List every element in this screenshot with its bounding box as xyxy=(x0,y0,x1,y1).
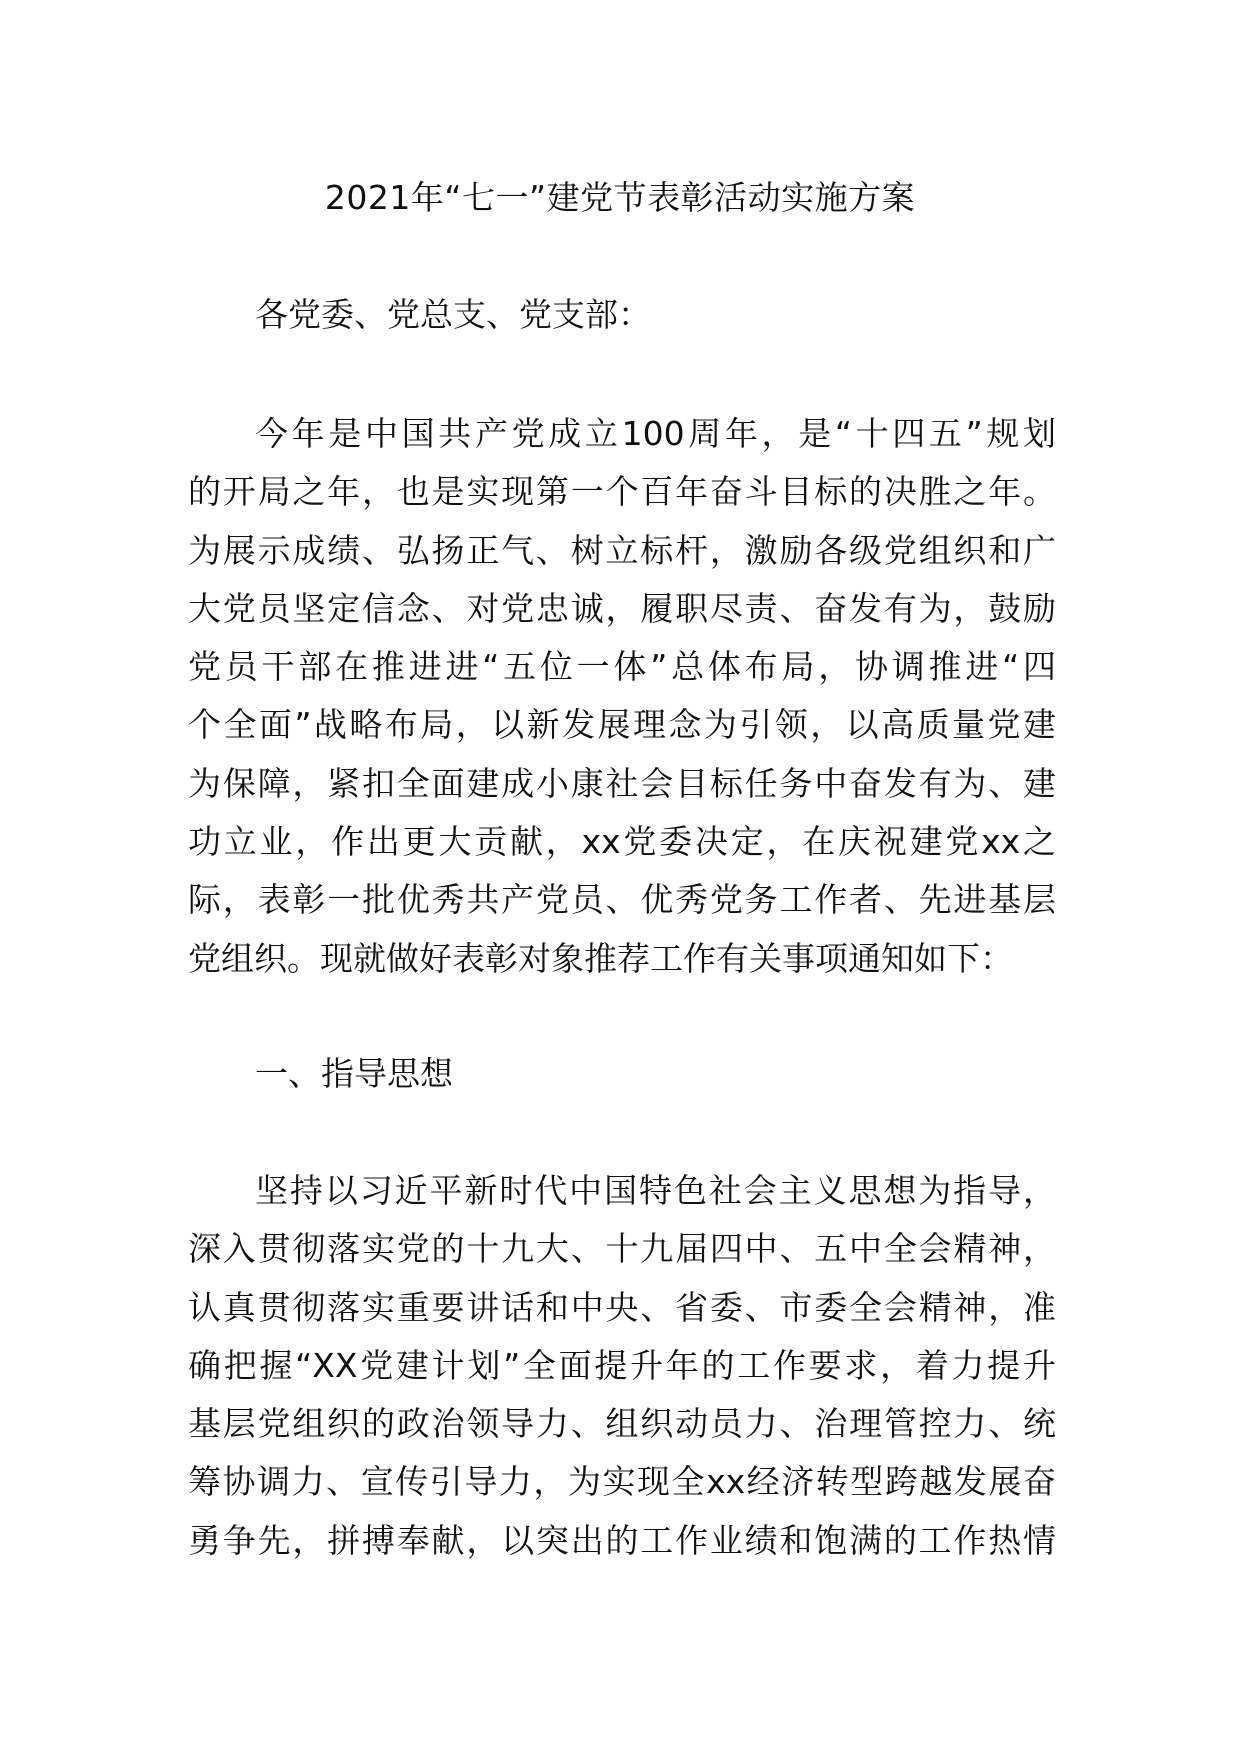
paragraph-guiding-ideology xyxy=(188,1162,1056,1570)
salutation: 各党委、党总支、党支部： xyxy=(255,295,651,334)
paragraph-line: 为展示成绩、弘扬正气、树立标杆，激励各级党组织和广 xyxy=(188,530,1056,570)
paragraph-line: 勇争先，拼搏奉献，以突出的工作业绩和饱满的工作热情 xyxy=(188,1520,1056,1560)
paragraph-line: 深入贯彻落实党的十九大、十九届四中、五中全会精神， xyxy=(188,1229,1056,1269)
paragraph-line: 坚持以习近平新时代中国特色社会主义思想为指导， xyxy=(255,1171,1056,1210)
paragraph-line: 党员干部在推进进“五位一体”总体布局，协调推进“四 xyxy=(188,647,1056,687)
document-title: 2021年“七一”建党节表彰活动实施方案 xyxy=(324,178,916,217)
paragraph-line: 筹协调力、宣传引导力，为实现全xx经济转型跨越发展奋 xyxy=(188,1462,1056,1502)
paragraph-line: 个全面”战略布局，以新发展理念为引领，以高质量党建 xyxy=(188,705,1056,745)
paragraph-line: 今年是中国共产党成立100周年，是“十四五”规划 xyxy=(255,414,1056,453)
paragraph-line: 为保障，紧扣全面建成小康社会目标任务中奋发有为、建 xyxy=(188,763,1056,803)
paragraph-intro xyxy=(188,405,1056,988)
paragraph-line: 党组织。现就做好表彰对象推荐工作有关事项通知如下： xyxy=(188,938,1013,978)
section-heading: 一、指导思想 xyxy=(255,1054,453,1093)
paragraph-line: 的开局之年，也是实现第一个百年奋斗目标的决胜之年。 xyxy=(188,472,1056,512)
paragraph-line: 功立业，作出更大贡献，xx党委决定，在庆祝建党xx之 xyxy=(188,822,1056,862)
paragraph-line: 确把握“XX党建计划”全面提升年的工作要求，着力提升 xyxy=(188,1345,1056,1385)
paragraph-line: 基层党组织的政治领导力、组织动员力、治理管控力、统 xyxy=(188,1404,1056,1444)
paragraph-line: 际，表彰一批优秀共产党员、优秀党务工作者、先进基层 xyxy=(188,880,1056,920)
paragraph-line: 认真贯彻落实重要讲话和中央、省委、市委全会精神，准 xyxy=(188,1287,1056,1327)
paragraph-line: 大党员坚定信念、对党忠诚，履职尽责、奋发有为，鼓励 xyxy=(188,588,1056,628)
